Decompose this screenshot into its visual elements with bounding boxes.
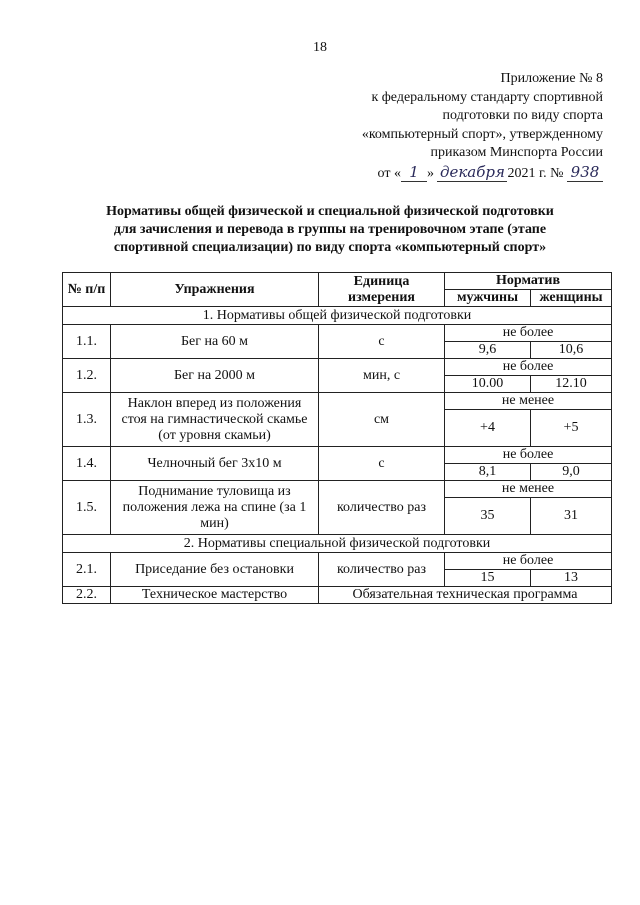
row-women-value: 9,0 [531, 464, 612, 481]
title-line: спортивной специализации) по виду спорта «компьютерный спорт» [113, 240, 547, 255]
row-condition: не менее [445, 481, 612, 498]
header-men: мужчины [445, 290, 531, 307]
row-women-value: 31 [531, 498, 612, 535]
row-condition: не более [445, 359, 612, 376]
appendix-line: «компьютерный спорт», утвержденному [361, 126, 603, 142]
handwritten-month: декабря [437, 163, 507, 183]
row-men-value: 8,1 [445, 464, 531, 481]
order-date-line [313, 163, 603, 184]
row-men-value: 9,6 [445, 342, 531, 359]
row-num: 1.2. [63, 359, 111, 393]
row-women-value: 13 [531, 570, 612, 587]
document-title [60, 203, 600, 257]
header-exercise: Упражнения [111, 273, 319, 307]
handwritten-day: 1 [401, 163, 427, 183]
row-exercise: Поднимание туловища из положения лежа на спине (за 1 мин) [111, 481, 319, 535]
row-condition: не более [445, 553, 612, 570]
row-unit: мин, с [319, 359, 445, 393]
row-men-value: 10.00 [445, 376, 531, 393]
page-number: 18 [313, 40, 327, 55]
header-women: женщины [531, 290, 612, 307]
title-line: для зачисления и перевода в группы на тренировочном этапе (этапе [113, 222, 547, 237]
header-norm: Норматив [445, 273, 612, 290]
header-unit: Единица измерения [319, 273, 445, 307]
section-heading: 1. Нормативы общей физической подготовки [63, 307, 612, 325]
row-exercise: Приседание без остановки [111, 553, 319, 587]
row-exercise: Челночный бег 3х10 м [111, 447, 319, 481]
row-unit: см [319, 393, 445, 447]
title-line: Нормативы общей физической и специальной физической подготовки [106, 204, 554, 219]
row-num: 1.1. [63, 325, 111, 359]
row-condition: не более [445, 325, 612, 342]
row-num: 2.2. [63, 587, 111, 604]
row-exercise: Техническое мастерство [111, 587, 319, 604]
row-num: 1.4. [63, 447, 111, 481]
row-norm-text: Обязательная техническая программа [319, 587, 612, 604]
date-year: 2021 г. № [507, 165, 564, 181]
appendix-line: приказом Минспорта России [430, 145, 603, 160]
appendix-header [313, 70, 603, 183]
row-women-value: 12.10 [531, 376, 612, 393]
appendix-line: подготовки по виду спорта [442, 108, 603, 123]
row-men-value: +4 [445, 410, 531, 447]
row-unit: с [319, 325, 445, 359]
row-women-value: +5 [531, 410, 612, 447]
row-num: 1.3. [63, 393, 111, 447]
row-condition: не более [445, 447, 612, 464]
section-heading: 2. Нормативы специальной физической подготовки [63, 535, 612, 553]
appendix-title: Приложение № 8 [500, 71, 603, 86]
row-exercise: Наклон вперед из положения стоя на гимнастической скамье (от уровня скамьи) [111, 393, 319, 447]
norms-table [62, 272, 612, 604]
row-men-value: 35 [445, 498, 531, 535]
date-prefix: от « [377, 165, 401, 181]
row-num: 1.5. [63, 481, 111, 535]
row-exercise: Бег на 2000 м [111, 359, 319, 393]
row-num: 2.1. [63, 553, 111, 587]
row-unit: с [319, 447, 445, 481]
row-condition: не менее [445, 393, 612, 410]
appendix-line: к федеральному стандарту спортивной [371, 89, 603, 105]
date-mid: » [426, 165, 434, 181]
row-unit: количество раз [319, 553, 445, 587]
header-num: № п/п [63, 273, 111, 307]
row-unit: количество раз [319, 481, 445, 535]
handwritten-order-number: 938 [567, 163, 603, 183]
row-exercise: Бег на 60 м [111, 325, 319, 359]
row-women-value: 10,6 [531, 342, 612, 359]
row-men-value: 15 [445, 570, 531, 587]
